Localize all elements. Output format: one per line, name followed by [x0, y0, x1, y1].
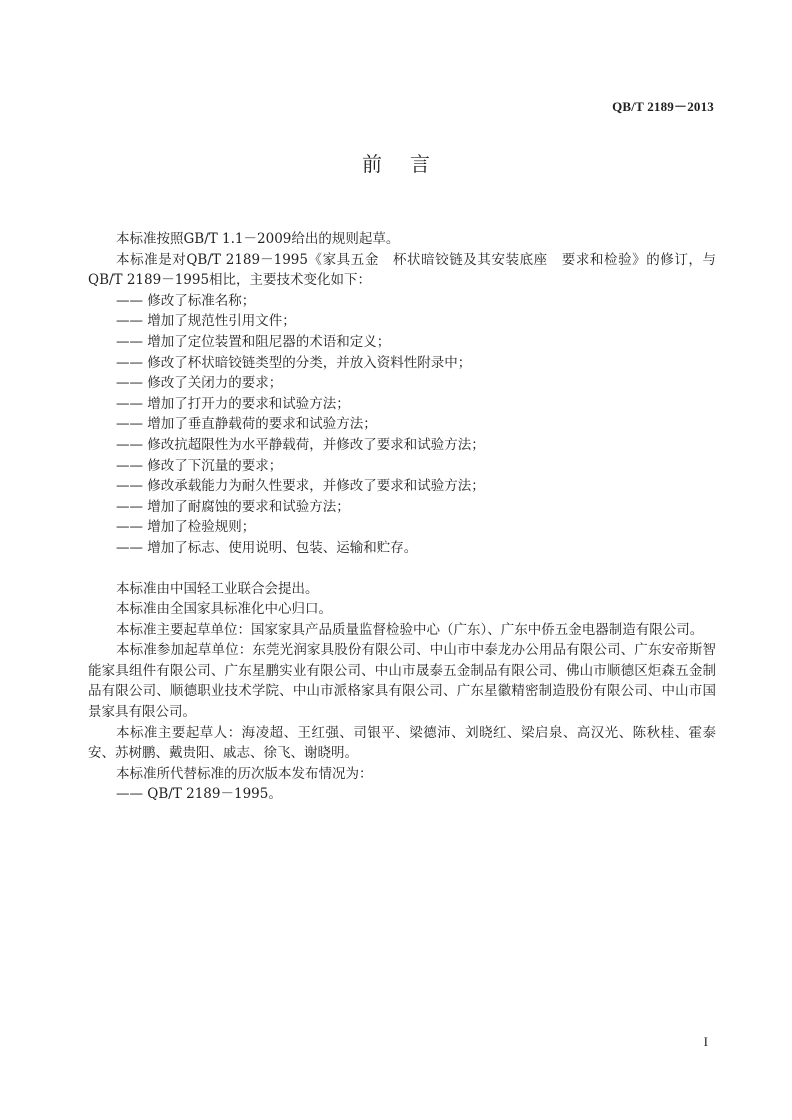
paragraph-main-drafting-unit: 本标准主要起草单位：国家家具产品质量监督检验中心（广东）、广东中侨五金电器制造有限公司。 — [116, 621, 704, 638]
document-code: QB/T 2189－2013 — [612, 99, 714, 114]
list-item: —— 增加了定位装置和阻尼器的术语和定义； — [116, 333, 391, 350]
list-item: —— 修改了下沉量的要求； — [116, 457, 283, 474]
list-item: —— 增加了检验规则； — [116, 519, 256, 536]
replaced-editions-list — [88, 784, 716, 805]
list-item: —— 增加了标志、使用说明、包装、运输和贮存。 — [116, 539, 418, 556]
paragraph-drafting-rule: 本标准按照GB/T 1.1－2009给出的规则起草。 — [116, 231, 400, 247]
list-item: —— 修改抗超限性为水平静载荷，并修改了要求和试验方法； — [116, 436, 485, 453]
list-item: —— 修改了标准名称； — [116, 292, 256, 309]
list-item: —— 修改了杯状暗铰链类型的分类，并放入资料性附录中； — [116, 354, 472, 371]
list-item: —— 增加了耐腐蚀的要求和试验方法； — [116, 498, 350, 515]
technical-changes-list — [88, 291, 716, 559]
document-body — [88, 229, 716, 805]
list-item: —— 修改了关闭力的要求； — [116, 375, 283, 392]
page-title: 前言 — [362, 152, 458, 176]
page-number: I — [703, 1034, 708, 1049]
list-item: —— 增加了垂直静载荷的要求和试验方法； — [116, 416, 377, 433]
list-item: —— QB/T 2189－1995。 — [116, 786, 282, 803]
list-item: —— 修改承载能力为耐久性要求，并修改了要求和试验方法； — [116, 478, 485, 495]
paragraph-participating-units: 本标准参加起草单位：东莞光润家具股份有限公司、中山市中泰龙办公用品有限公司、广东安帝斯智能家具组件有限公司、广东星鹏实业有限公司、中山市晟泰五金制品有限公司、佛山市顺德区炬森五金制品有限公司、顺德职业技术学院、中山市派格家具有限公司、广东星徽精密制造股份有限公司、中山市国景家具有限公司。 — [88, 642, 716, 721]
paragraph-revision-summary: 本标准是对QB/T 2189－1995《家具五金 杯状暗铰链及其安装底座 要求和检验》的修订，与QB/T 2189－1995相比，主要技术变化如下： — [88, 251, 716, 289]
paragraph-proposer: 本标准由中国轻工业联合会提出。 — [116, 580, 319, 597]
list-item: —— 增加了打开力的要求和试验方法； — [116, 395, 350, 412]
list-item: —— 增加了规范性引用文件； — [116, 313, 296, 330]
section-spacer — [88, 559, 716, 579]
paragraph-replaced-editions: 本标准所代替标准的历次版本发布情况为： — [116, 765, 373, 782]
paragraph-administrator: 本标准由全国家具标准化中心归口。 — [116, 601, 332, 618]
paragraph-main-drafters: 本标准主要起草人：海凌超、王红强、司银平、梁德沛、刘晓红、梁启泉、高汉光、陈秋桂、霍泰安、苏树鹏、戴贵阳、戚志、徐飞、谢晓明。 — [88, 724, 716, 762]
